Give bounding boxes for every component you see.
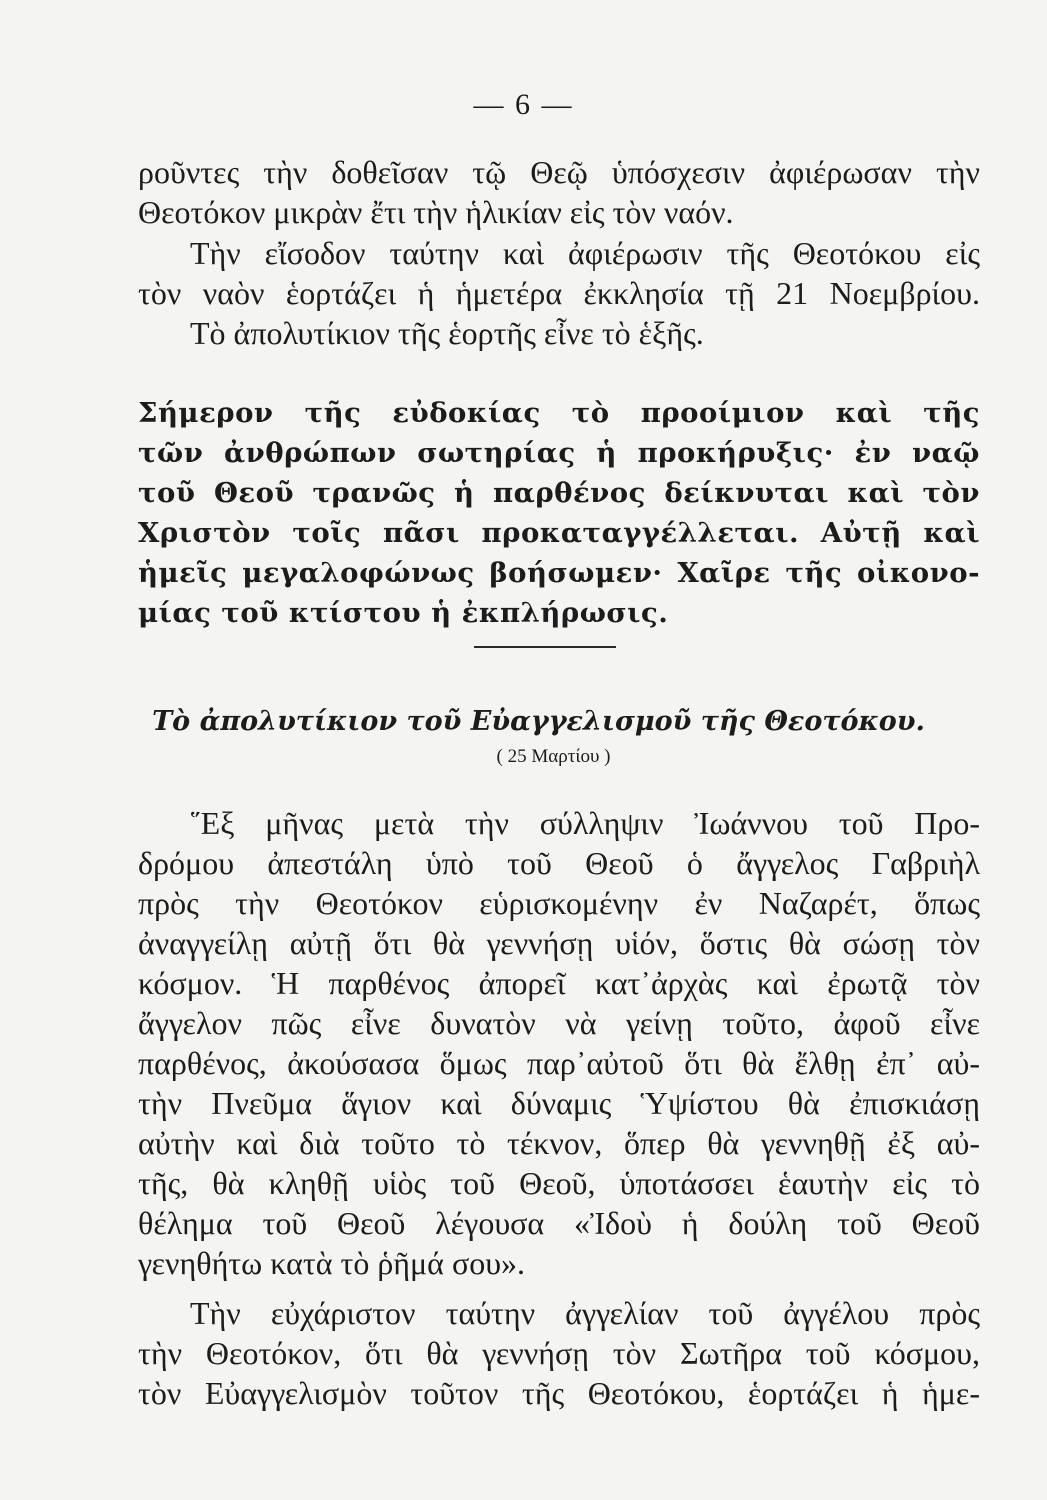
text-line: παρθένος, ἀκούσασα ὅμως παρ᾽αὐτοῦ ὅτι θὰ ἔλθῃ ἐπ᾽ αὐ- <box>138 1045 980 1081</box>
text-line: ἀναγγείλῃ αὐτῇ ὅτι θὰ γεννήσῃ υἱόν, ὅστις θὰ σώσῃ τὸν <box>138 925 980 961</box>
text-line: αὐτὴν καὶ διὰ τοῦτο τὸ τέκνον, ὅπερ θὰ γεννηθῇ ἐξ αὐ- <box>138 1125 980 1161</box>
text-line: Τὴν εὐχάριστον ταύτην ἀγγελίαν τοῦ ἀγγέλου πρὸς <box>190 1295 980 1331</box>
text-line: πρὸς τὴν Θεοτόκον εὑρισκομένην ἐν Ναζαρέτ, ὅπως <box>138 885 980 921</box>
text-line: τὴν Θεοτόκον, ὅτι θὰ γεννήσῃ τὸν Σωτῆρα τοῦ κόσμου, <box>138 1335 980 1371</box>
section-divider <box>474 646 616 648</box>
section-date: ( 25 Μαρτίου ) <box>496 746 611 767</box>
text-line: γενηθήτω κατὰ τὸ ῥῆμά σου». <box>138 1245 526 1281</box>
text-line: ῞Εξ μῆνας μετὰ τὴν σύλληψιν Ἰωάννου τοῦ Προ- <box>190 805 980 841</box>
text-line: τῆς, θὰ κληθῇ υἱὸς τοῦ Θεοῦ, ὑποτάσσει ἑαυτὴν εἰς τὸ <box>138 1165 980 1201</box>
hymn-line: ἡμεῖς μεγαλοφώνως βοήσωμεν· Χαῖρε τῆς οἰκονο- <box>138 557 980 589</box>
text-line: τὴν Πνεῦμα ἅγιον καὶ δύναμις Ὑψίστου θὰ ἐπισκιάσῃ <box>138 1085 980 1121</box>
text-line: Τὴν εἴσοδον ταύτην καὶ ἀφιέρωσιν τῆς Θεοτόκου εἰς <box>190 235 980 271</box>
hymn-line: τῶν ἀνθρώπων σωτηρίας ἡ προκήρυξις· ἐν ναῷ <box>138 437 980 469</box>
hymn-line: μίας τοῦ κτίστου ἡ ἐκπλήρωσις. <box>138 597 669 629</box>
hymn-line: Σήμερον τῆς εὐδοκίας τὸ προοίμιον καὶ τῆς <box>138 397 980 429</box>
text-line: ἄγγελον πῶς εἶνε δυνατὸν νὰ γείνῃ τοῦτο, ἀφοῦ εἶνε <box>138 1005 980 1041</box>
hymn-line: τοῦ Θεοῦ τρανῶς ἡ παρθένος δείκνυται καὶ τὸν <box>138 477 980 509</box>
page-number: — 6 — <box>473 88 574 121</box>
text-line: Τὸ ἀπολυτίκιον τῆς ἑορτῆς εἶνε τὸ ἑξῆς. <box>190 315 704 351</box>
text-line: ροῦντες τὴν δοθεῖσαν τῷ Θεῷ ὑπόσχεσιν ἀφιέρωσαν τὴν <box>138 154 980 190</box>
hymn-line: Χριστὸν τοῖς πᾶσι προκαταγγέλλεται. Αὐτῇ καὶ <box>138 517 980 549</box>
text-line: κόσμον. Ἡ παρθένος ἀπορεῖ κατ᾽ἀρχὰς καὶ ἐρωτᾷ τὸν <box>138 965 980 1001</box>
text-line: Θεοτόκον μικρὰν ἔτι τὴν ἡλικίαν εἰς τὸν ναόν. <box>138 194 734 230</box>
text-line: θέλημα τοῦ Θεοῦ λέγουσα «Ἰδοὺ ἡ δούλη τοῦ Θεοῦ <box>138 1205 980 1241</box>
section-heading: Τὸ ἀπολυτίκιον τοῦ Εὐαγγελισμοῦ τῆς Θεοτόκου. <box>152 706 925 737</box>
text-line: δρόμου ἀπεστάλη ὑπὸ τοῦ Θεοῦ ὁ ἄγγελος Γαβριὴλ <box>138 845 980 881</box>
text-line: τὸν Εὐαγγελισμὸν τοῦτον τῆς Θεοτόκου, ἑορτάζει ἡ ἡμε- <box>138 1375 980 1411</box>
text-line: τὸν ναὸν ἑορτάζει ἡ ἡμετέρα ἐκκλησία τῇ 21 Νοεμβρίου. <box>138 275 980 311</box>
